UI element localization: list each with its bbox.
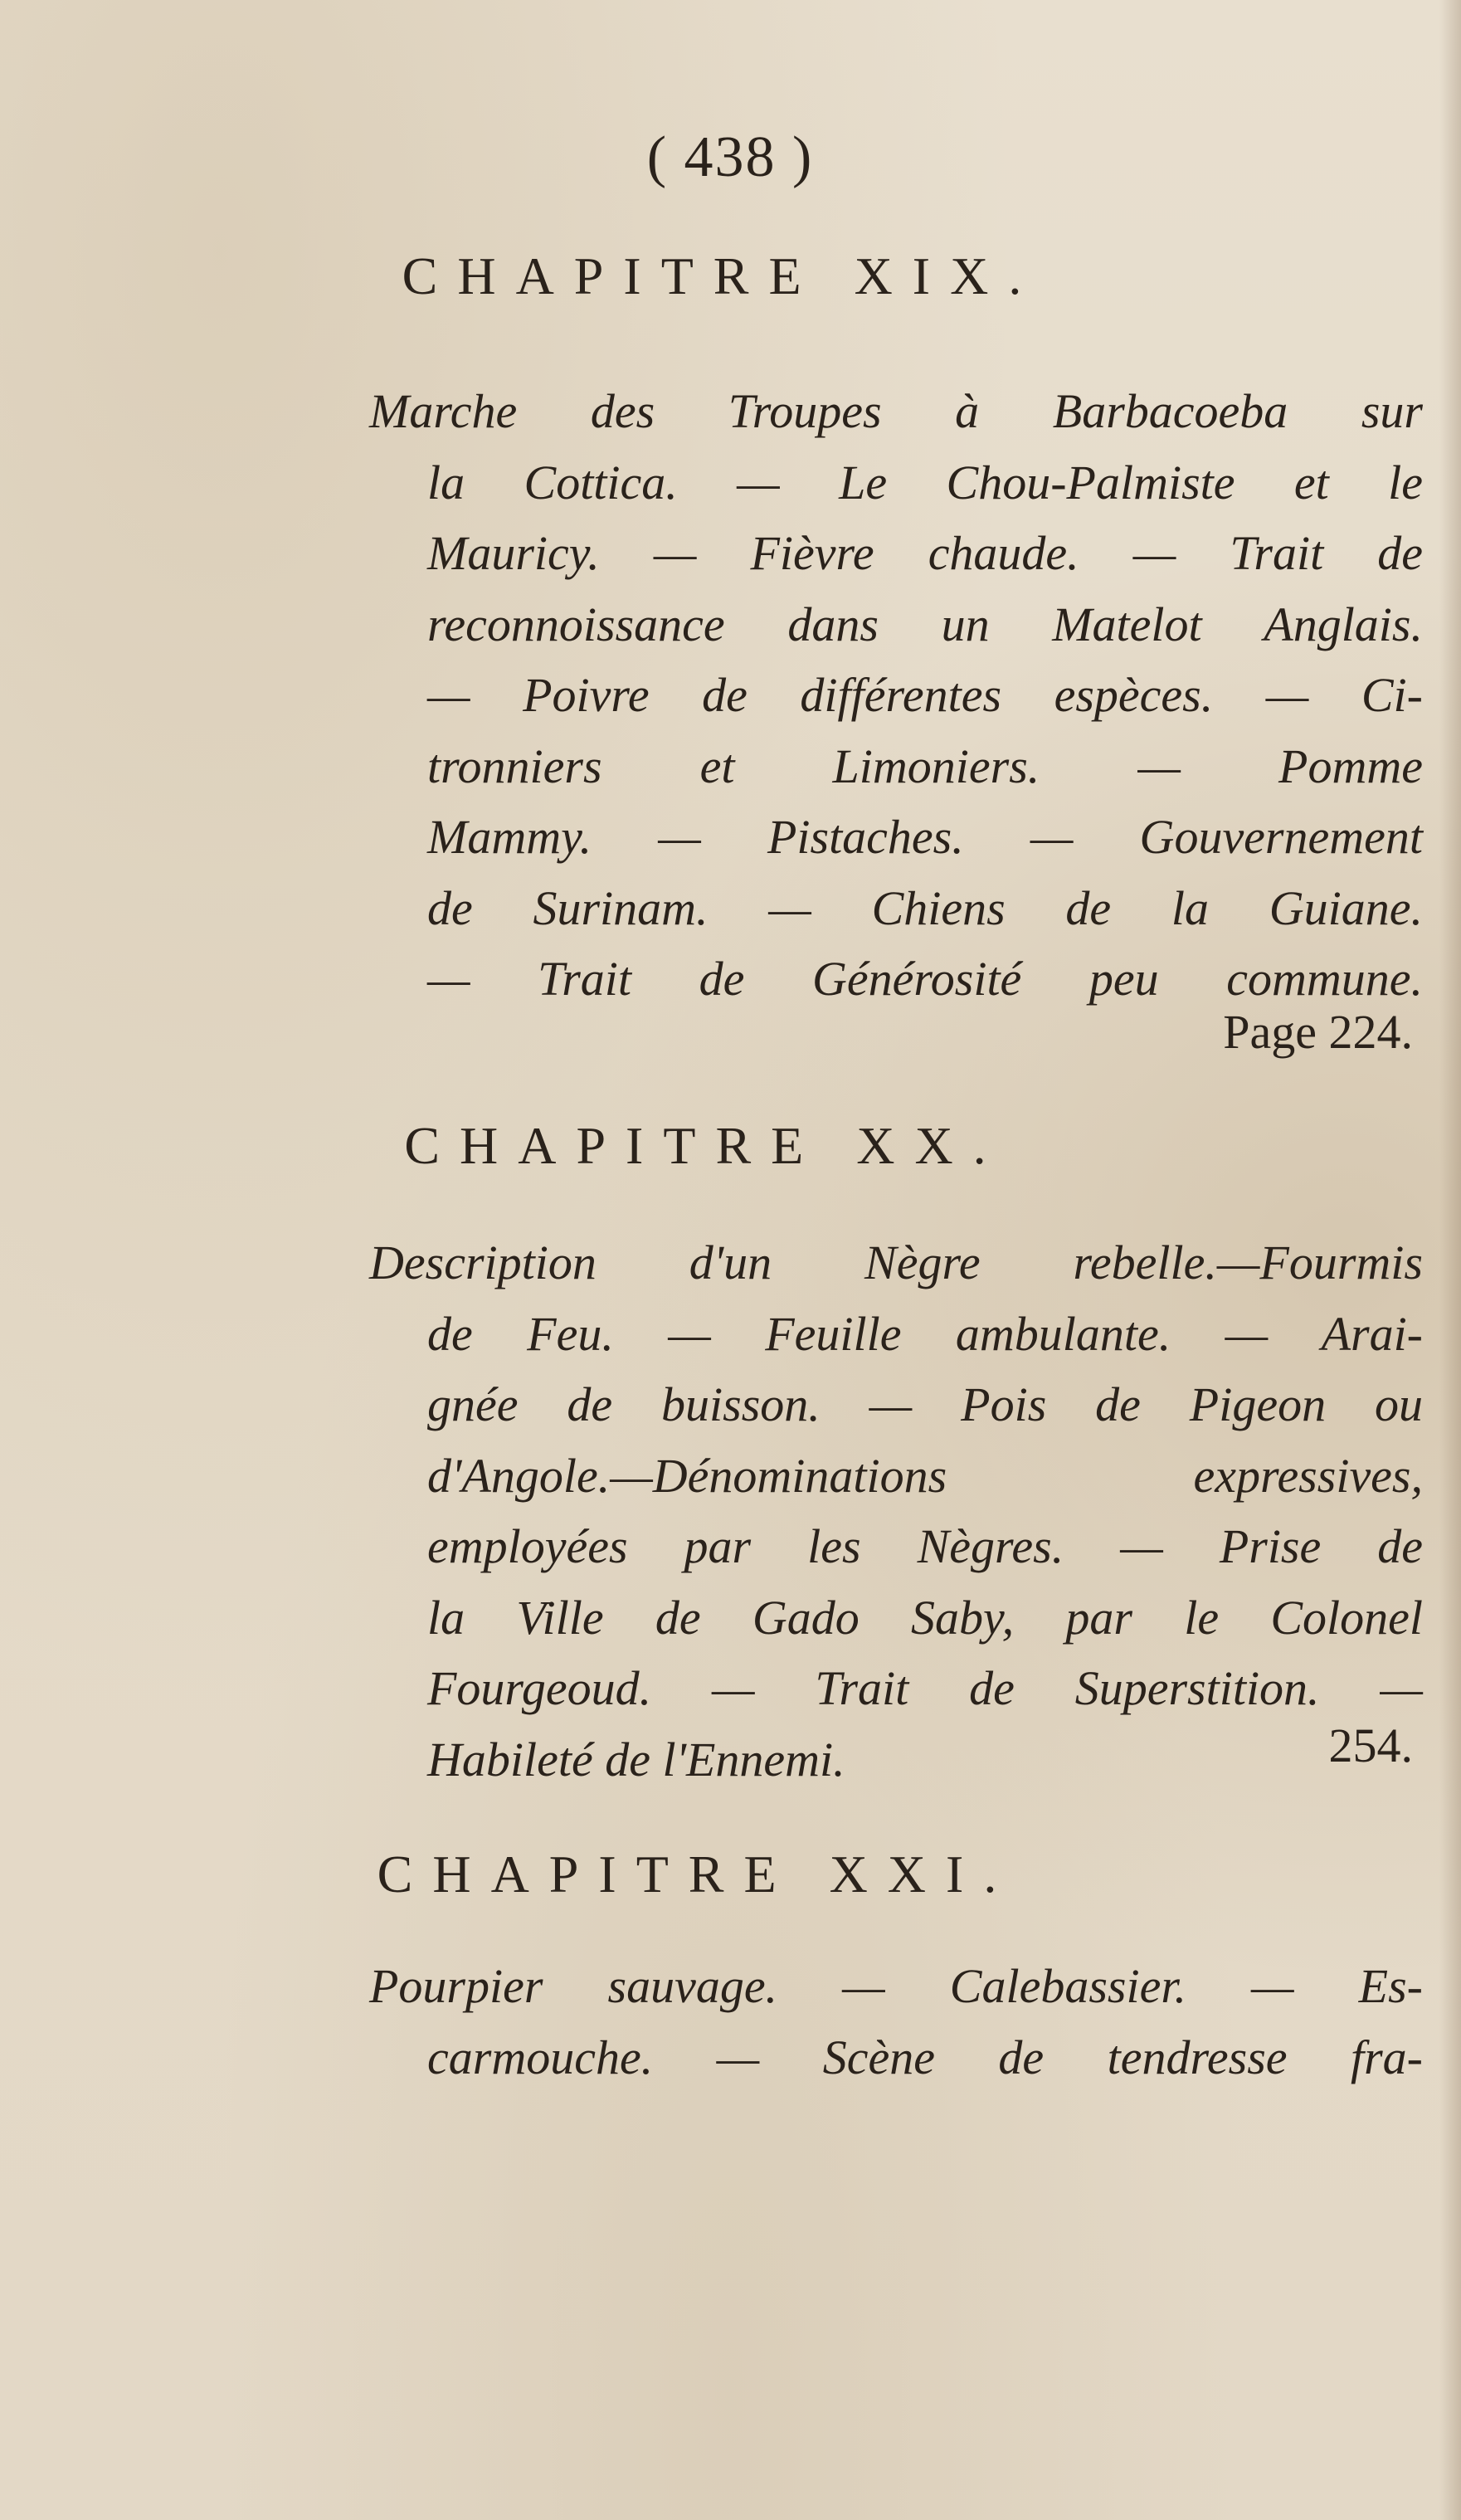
summary-line: Fourgeoud. — Trait de Superstition. —: [427, 1661, 1423, 1715]
page-edge-shadow: [1439, 0, 1461, 2520]
summary-line: reconnoissance dans un Matelot Anglais.: [427, 597, 1423, 651]
page-reference: 254.: [1328, 1718, 1413, 1772]
summary-line: Mauricy. — Fièvre chaude. — Trait de: [427, 526, 1423, 580]
summary-line: de Feu. — Feuille ambulante. — Arai-: [427, 1306, 1423, 1361]
summary-line: Description d'un Nègre rebelle.—Fourmis: [369, 1236, 1423, 1289]
summary-line: — Poivre de différentes espèces. — Ci-: [427, 668, 1423, 722]
chapter-summary: [369, 376, 1423, 1015]
summary-line: d'Angole.—Dénominations expressives,: [427, 1448, 1423, 1503]
chapter-title: CHAPITRE XIX.: [402, 246, 1042, 305]
summary-line: Mammy. — Pistaches. — Gouvernement: [427, 810, 1423, 864]
summary-line: Pourpier sauvage. — Calebassier. — Es-: [369, 1959, 1423, 2013]
chapter-title: CHAPITRE XX.: [404, 1116, 1006, 1175]
summary-line: employées par les Nègres. — Prise de: [427, 1519, 1423, 1573]
summary-line: gnée de buisson. — Pois de Pigeon ou: [427, 1377, 1423, 1431]
summary-line: — Trait de Générosité peu commune.: [427, 952, 1423, 1006]
summary-line: de Surinam. — Chiens de la Guiane.: [427, 880, 1423, 935]
summary-line: la Ville de Gado Saby, par le Colonel: [427, 1590, 1423, 1645]
summary-line: carmouche. — Scène de tendresse fra-: [427, 2030, 1423, 2084]
chapter-title: CHAPITRE XXI.: [377, 1845, 1017, 1903]
summary-line: Marche des Troupes à Barbacoeba sur: [369, 384, 1423, 438]
chapter-summary: [369, 1227, 1423, 1795]
summary-line: la Cottica. — Le Chou-Palmiste et le: [427, 455, 1423, 509]
summary-line: tronniers et Limoniers. — Pomme: [427, 738, 1423, 793]
page-number: ( 438 ): [646, 125, 814, 189]
summary-line: Habileté de l'Ennemi.: [427, 1732, 845, 1786]
chapter-summary: [369, 1951, 1423, 2093]
page-reference: Page 224.: [1223, 1005, 1413, 1059]
